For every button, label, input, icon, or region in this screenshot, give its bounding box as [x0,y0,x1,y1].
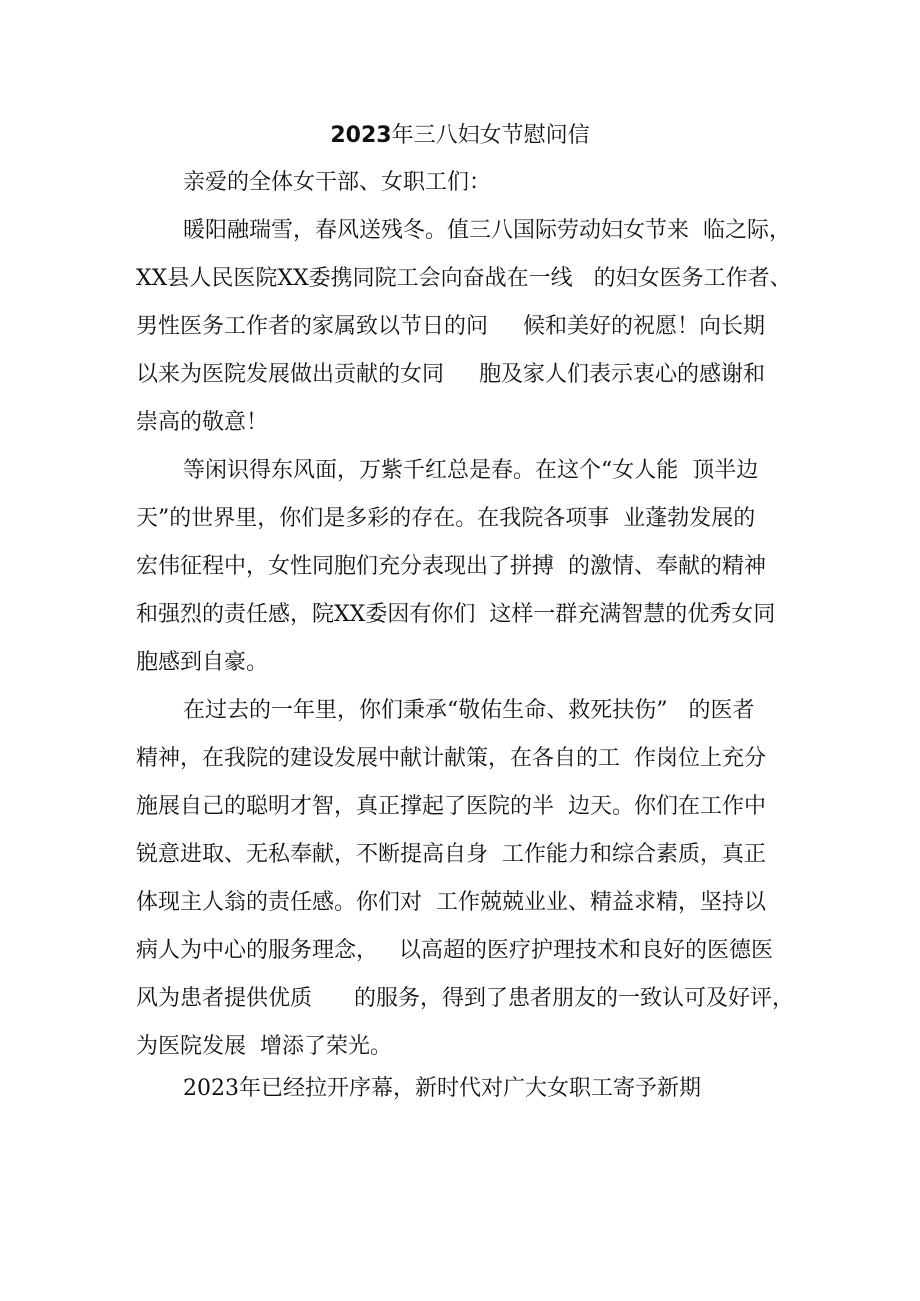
paragraph-line: 和强烈的责任感，院XX委因有你们 这样一群充满智慧的优秀女同 [136,602,776,627]
paragraph-line: 天”的世界里，你们是多彩的存在。在我院各项事 业蓬勃发展的 [136,506,756,531]
paragraph-line: XX县人民医院XX委携同院工会向奋战在一线 的妇女医务工作者、 [136,266,792,291]
paragraph-line: 锐意进取、无私奉献，不断提高自身 工作能力和综合素质，真正 [136,842,766,867]
paragraph-line: 暖阳融瑞雪，春风送残冬。值三八国际劳动妇女节来 临之际， [183,218,791,243]
paragraph-line: 宏伟征程中，女性同胞们充分表现出了拼搏 的激情、奉献的精神 [136,554,766,579]
paragraph-line: 2023年已经拉开序幕，新时代对广大女职工寄予新期 [183,1076,701,1101]
page-title [0,116,920,156]
title-text: 年三八妇女节慰问信 [391,123,590,148]
salutation: 亲爱的全体女干部、女职工们： [183,170,492,195]
paragraph-line: 以来为医院发展做出贡献的女同 胞及家人们表示衷心的感谢和 [136,362,765,387]
paragraph-line: 在过去的一年里，你们秉承“敬佑生命、救死扶伤” 的医者 [183,698,755,723]
paragraph-line: 风为患者提供优质 的服务，得到了患者朋友的一致认可及好评， [136,986,794,1011]
paragraph-line: 胞感到自豪。 [136,650,269,675]
paragraph-line: 施展自己的聪明才智，真正撑起了医院的半 边天。你们在工作中 [136,794,766,819]
paragraph-line: 崇高的敬意！ [136,410,269,435]
paragraph-line: 精神，在我院的建设发展中献计献策，在各自的工 作岗位上充分 [136,746,766,771]
title-year: 2023 [330,123,392,148]
paragraph-line: 等闲识得东风面，万紫千红总是春。在这个“女人能 顶半边 [183,458,759,483]
paragraph-line: 男性医务工作者的家属致以节日的问 候和美好的祝愿！向长期 [136,314,765,339]
paragraph-line: 病人为中心的服务理念， 以高超的医疗护理技术和良好的医德医 [136,938,773,963]
paragraph-line: 为医院发展 增添了荣光。 [136,1034,392,1059]
paragraph-line: 体现主人翁的责任感。你们对 工作兢兢业业、精益求精，坚持以 [136,890,766,915]
